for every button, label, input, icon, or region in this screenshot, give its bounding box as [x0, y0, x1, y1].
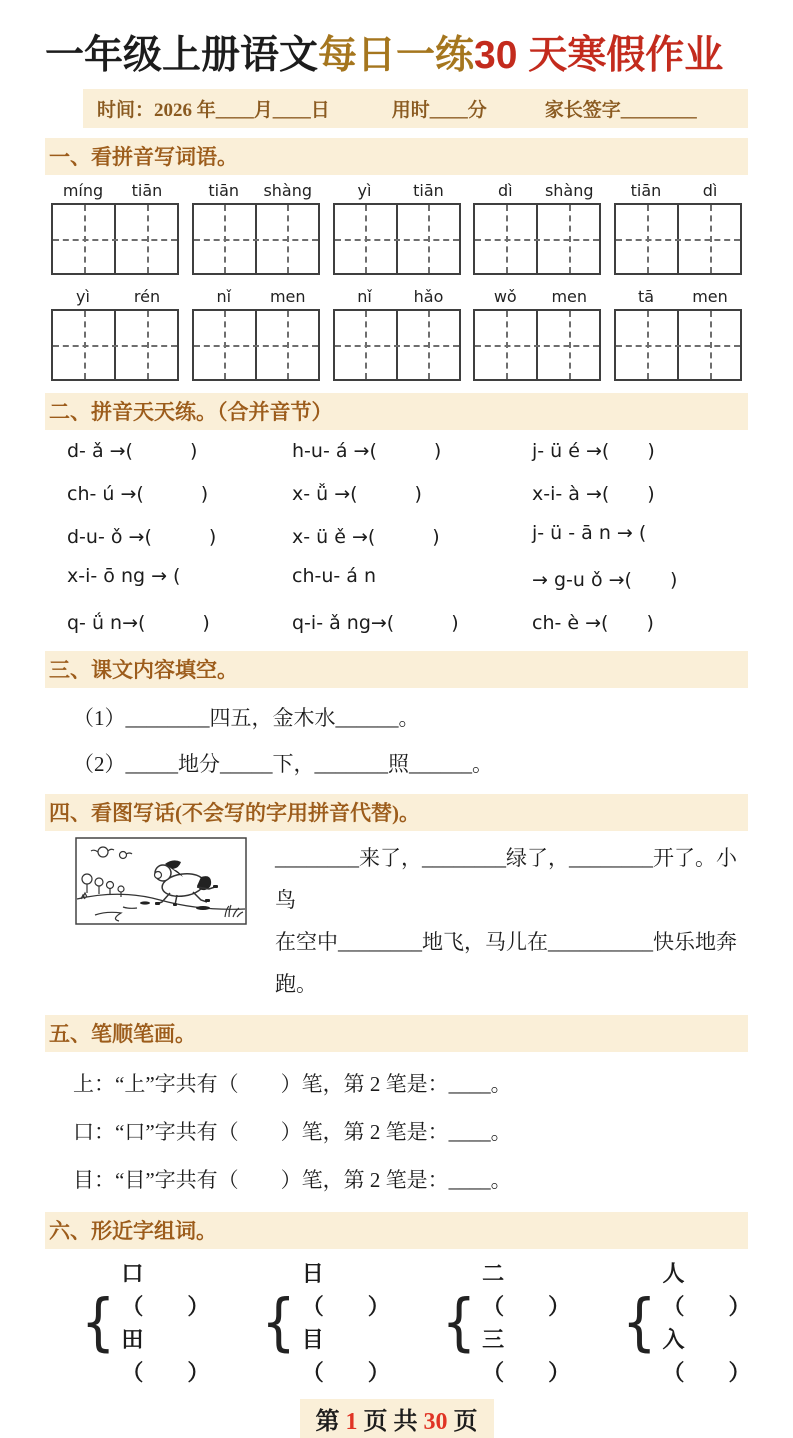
tianzige-box: [614, 309, 742, 381]
pinyin-word: nǐ men: [192, 287, 320, 381]
pinyin-word: tiān dì: [614, 181, 742, 275]
merge-row: [67, 565, 748, 592]
section1-heading: 一、看拼音写词语。: [45, 138, 748, 175]
pinyin-word: nǐ hǎo: [333, 287, 461, 381]
tianzige-box: [333, 203, 461, 275]
stroke-order-line: 上：“上”字共有（ ）笔，第 2 笔是：____。: [73, 1071, 512, 1096]
pinyin-word: yì rén: [51, 287, 179, 381]
merge-item: h-u- á →( ): [292, 439, 442, 462]
merge-item: x- ü ě →( ): [292, 525, 440, 548]
merge-item: d-u- ǒ →( ): [67, 525, 217, 548]
pinyin-word: tā men: [614, 287, 742, 381]
pinyin-word: wǒ men: [473, 287, 601, 381]
merge-row: [67, 479, 748, 506]
merge-item: j- ü - ā n → (: [532, 521, 647, 544]
picture-writing-text: [275, 837, 748, 1005]
footer-page-number: 1: [345, 1408, 358, 1435]
fill-blank-line: 在空中________地飞，马儿在__________快乐地奔跑。: [275, 929, 737, 996]
fill-blank-line: （1）________四五，金木水______。: [73, 705, 420, 730]
page-footer: [45, 1399, 748, 1438]
pinyin-word: tiān shàng: [192, 181, 320, 275]
merge-item: q-i- ǎ ng→( ): [292, 611, 459, 634]
merge-item: ch- ú →( ): [67, 482, 209, 505]
tianzige-box: [614, 203, 742, 275]
merge-item: ch- è →( ): [532, 611, 654, 634]
brace-glyph: {: [81, 1286, 116, 1359]
section3-heading: 三、课文内容填空。: [45, 651, 748, 688]
brace-group: { 人（ ） 入（ ）: [622, 1260, 751, 1385]
footer-total-pages: 30: [423, 1408, 448, 1435]
pinyin-word: yì tiān: [333, 181, 461, 275]
similar-char-groups: [81, 1257, 751, 1389]
stroke-order-line: 目：“目”字共有（ ）笔，第 2 笔是：____。: [73, 1167, 512, 1192]
merge-item: ch-u- á n: [292, 564, 377, 587]
merge-item: x-i- à →( ): [532, 482, 655, 505]
pinyin-word: dì shàng: [473, 181, 601, 275]
pinyin-row-2: [51, 287, 742, 381]
horse-scene-illustration: [75, 837, 247, 925]
stroke-order-line: 口：“口”字共有（ ）笔，第 2 笔是：____。: [73, 1119, 512, 1144]
fill-blank-line: （2）_____地分_____下，_______照______。: [73, 751, 493, 776]
tianzige-box: [473, 309, 601, 381]
section5-heading: 五、笔顺笔画。: [45, 1015, 748, 1052]
brace-group: { 日（ ） 目（ ）: [261, 1260, 390, 1385]
title-black: 一年级上册语文: [45, 34, 319, 77]
merge-item: x- ǚ →( ): [292, 482, 422, 505]
merge-item: → g-u ǒ →( ): [532, 568, 678, 591]
picture-writing-block: [75, 837, 748, 1005]
brace-glyph: {: [261, 1286, 296, 1359]
merge-row: [67, 436, 748, 463]
merge-item: j- ü é →( ): [532, 439, 655, 462]
footer-prefix: 第: [315, 1408, 340, 1435]
tianzige-box: [333, 309, 461, 381]
merge-item: q- ǘ n→( ): [67, 611, 210, 634]
tianzige-box: [473, 203, 601, 275]
footer-middle: 页 共: [363, 1408, 418, 1435]
brace-group: { 口（ ） 田（ ）: [81, 1260, 210, 1385]
pinyin-row-1: [51, 181, 742, 275]
info-bar: [83, 89, 748, 128]
tianzige-box: [192, 203, 320, 275]
title-red: 30 天寒假作业: [474, 34, 724, 77]
page-title: [45, 34, 748, 79]
tianzige-box: [51, 309, 179, 381]
merge-row: [67, 522, 748, 549]
info-signature: 家长签字________: [544, 99, 697, 121]
brace-glyph: {: [441, 1286, 477, 1359]
section6-heading: 六、形近字组词。: [45, 1212, 748, 1249]
section2-heading: 二、拼音天天练。（合并音节）: [45, 393, 748, 430]
brace-glyph: {: [622, 1286, 657, 1359]
section4-heading: 四、看图写话(不会写的字用拼音代替)。: [45, 794, 748, 831]
title-gold: 每日一练: [318, 34, 475, 77]
info-duration: 用时____分: [391, 99, 487, 121]
merge-item: x-i- ō ng → (: [67, 564, 181, 587]
merge-item: d- ǎ →( ): [67, 439, 198, 462]
footer-suffix: 页: [453, 1408, 478, 1435]
brace-group: { 二（ ） 三（ ）: [441, 1260, 571, 1385]
tianzige-box: [192, 309, 320, 381]
info-date: 时间：2026 年____月____日: [97, 99, 330, 121]
tianzige-box: [51, 203, 179, 275]
merge-row: [67, 608, 748, 635]
fill-blank-line: ________来了，________绿了，________开了。小鸟: [275, 845, 737, 912]
pinyin-word: míng tiān: [51, 181, 179, 275]
